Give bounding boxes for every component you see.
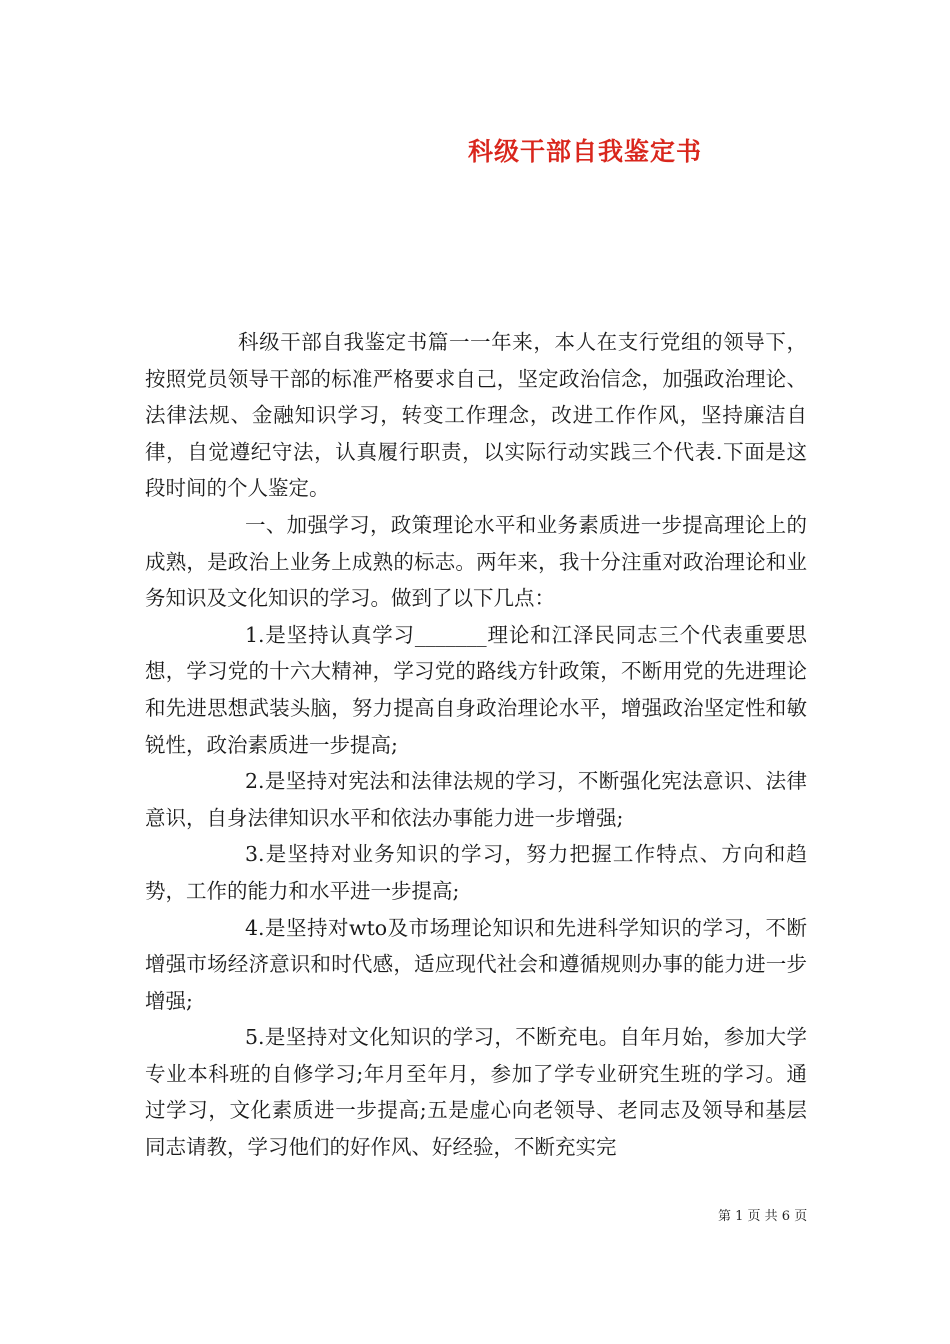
document-title: 科级干部自我鉴定书 [468,137,703,166]
paragraph-item-4: 4.是坚持对wto及市场理论知识和先进科学知识的学习，不断增强市场经济意识和时代感，适应现代社会和遵循规则办事的能力进一步增强; [145,915,807,1013]
document-body [145,324,807,1166]
paragraph-section-one: 一、加强学习，政策理论水平和业务素质进一步提高理论上的成熟，是政治上业务上成熟的标志。两年来，我十分注重对政治理论和业务知识及文化知识的学习。做到了以下几点： [145,512,807,611]
paragraph-item-5: 5.是坚持对文化知识的学习，不断充电。自年月始，参加大学专业本科班的自修学习;年月至年月，参加了学专业研究生班的学习。通过学习，文化素质进一步提高;五是虚心向老领导、老同志及领导和基层同志请教，学习他们的好作风、好经验，不断充实完 [145,1025,807,1160]
paragraph-intro: 科级干部自我鉴定书篇一一年来，本人在支行党组的领导下，按照党员领导干部的标准严格要求自己，坚定政治信念，加强政治理论、法律法规、金融知识学习，转变工作理念，改进工作作风，坚持廉洁自律，自觉遵纪守法，认真履行职责，以实际行动实践三个代表.下面是这段时间的个人鉴定。 [145,330,807,501]
paragraph-item-2: 2.是坚持对宪法和法律法规的学习，不断强化宪法意识、法律意识，自身法律知识水平和依法办事能力进一步增强; [145,769,807,830]
page-footer: 第 1 页 共 6 页 [718,1209,808,1224]
paragraph-item-1: 1.是坚持认真学习_______理论和江泽民同志三个代表重要思想，学习党的十六大精神，学习党的路线方针政策，不断用党的先进理论和先进思想武装头脑，努力提高自身政治理论水平，增强政治坚定性和敏锐性，政治素质进一步提高; [145,622,807,757]
paragraph-item-3: 3.是坚持对业务知识的学习，努力把握工作特点、方向和趋势，工作的能力和水平进一步提高; [145,842,807,903]
